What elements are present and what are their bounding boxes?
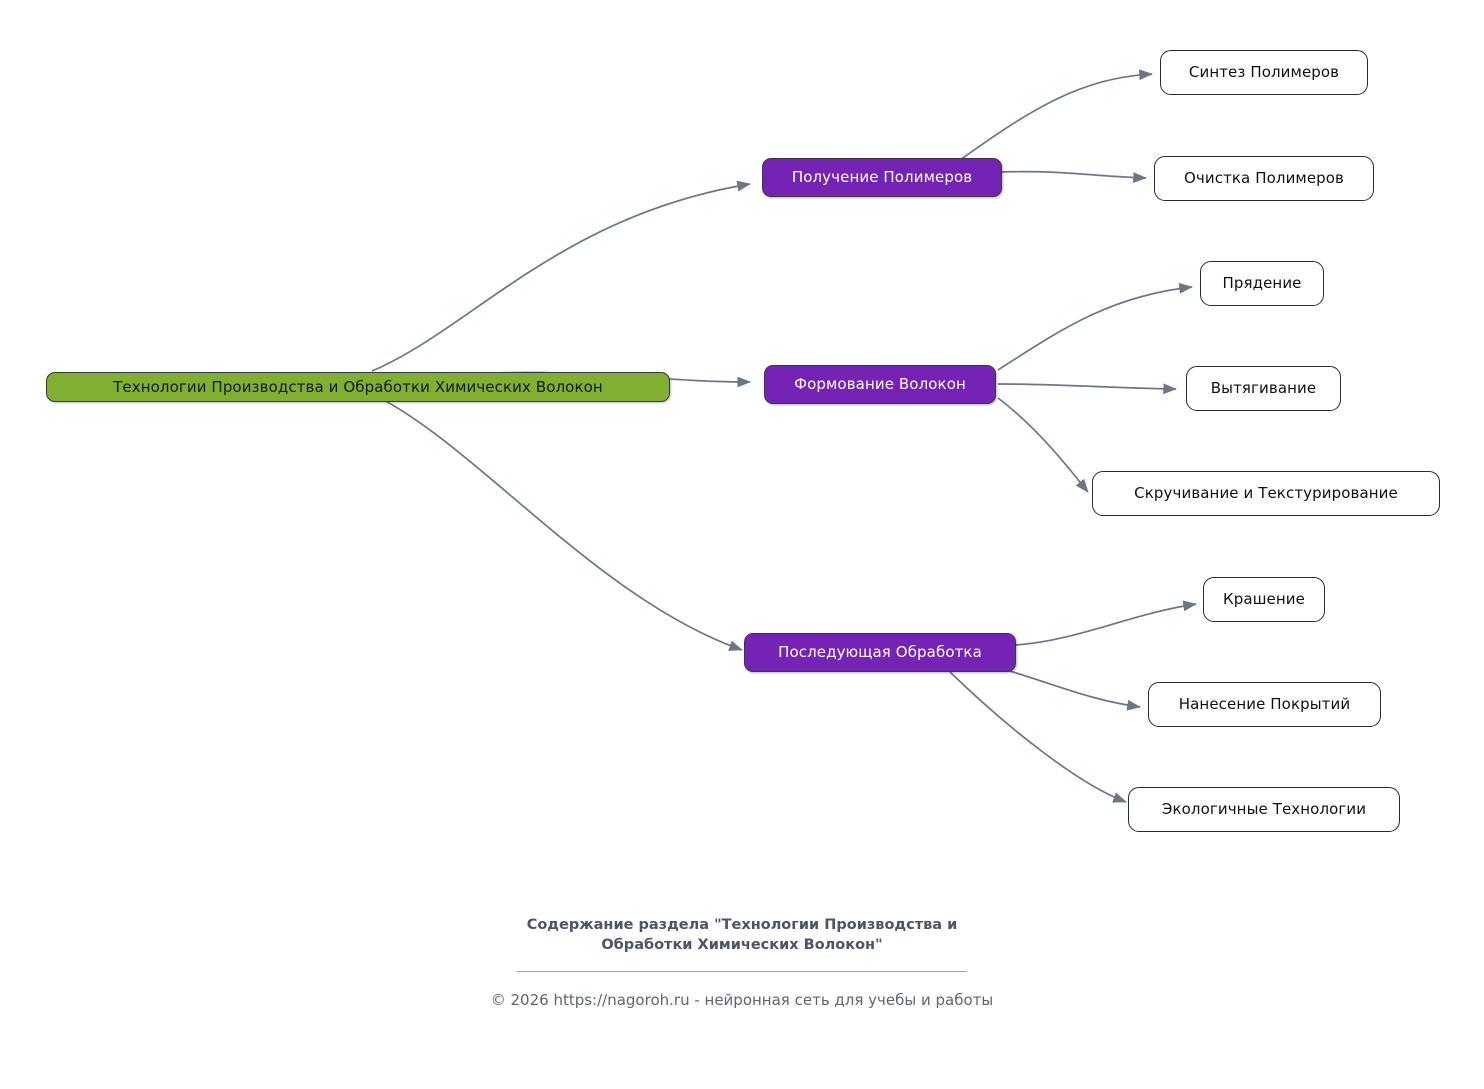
node-leaf-ekologichnye-tekhnologii[interactable] <box>1128 787 1400 832</box>
node-branch-label: Последующая Обработка <box>778 643 982 662</box>
footer-title-line2: Обработки Химических Волокон" <box>601 937 883 954</box>
node-leaf-skruchivanie-i-teksturirovanie[interactable] <box>1092 471 1440 516</box>
node-leaf-pryadenie[interactable] <box>1200 261 1324 306</box>
node-leaf-krashenie[interactable] <box>1203 577 1325 622</box>
node-leaf-label: Скручивание и Текстурирование <box>1134 484 1398 503</box>
edge-root-to-obrabotka <box>380 398 742 650</box>
edge-poluchenie-to-sintez <box>960 74 1152 160</box>
footer-title-line1: Содержание раздела "Технологии Производства и <box>526 917 958 933</box>
node-leaf-label: Синтез Полимеров <box>1188 63 1340 82</box>
node-leaf-nanesenie-pokrytiy[interactable] <box>1148 682 1381 727</box>
footer-divider <box>517 971 967 972</box>
footer-copyright: © 2026 https://nagoroh.ru - нейронная сеть для учебы и работы <box>490 991 994 1009</box>
edge-obrabotka-to-krashenie <box>1016 604 1196 645</box>
footer-title <box>0 915 1484 956</box>
node-leaf-label: Очистка Полимеров <box>1184 169 1344 188</box>
node-leaf-label: Вытягивание <box>1210 379 1317 398</box>
node-leaf-vytyagivanie[interactable] <box>1186 366 1341 411</box>
node-branch-posleduyushchaya-obrabotka[interactable] <box>744 633 1016 672</box>
node-leaf-sintez-polimerov[interactable] <box>1160 50 1368 95</box>
edge-root-to-poluchenie <box>372 184 750 371</box>
node-branch-label: Получение Полимеров <box>791 168 973 187</box>
node-leaf-ochistka-polimerov[interactable] <box>1154 156 1374 201</box>
node-leaf-label: Нанесение Покрытий <box>1178 695 1351 714</box>
edge-formovanie-to-pryadenie <box>998 287 1192 370</box>
node-branch-poluchenie-polimerov[interactable] <box>762 158 1002 197</box>
node-leaf-label: Экологичные Технологии <box>1161 800 1367 819</box>
edge-formovanie-to-vytyagivanie <box>998 384 1176 389</box>
edge-formovanie-to-skruchivanie <box>998 398 1088 492</box>
edge-poluchenie-to-ochistka <box>1002 172 1146 178</box>
node-leaf-label: Крашение <box>1223 590 1305 609</box>
node-branch-label: Формование Волокон <box>794 375 966 394</box>
node-branch-formovanie-volokon[interactable] <box>764 365 996 404</box>
node-root-label: Технологии Производства и Обработки Химических Волокон <box>113 377 603 396</box>
edge-obrabotka-to-ekologichnye <box>950 672 1126 802</box>
node-leaf-label: Прядение <box>1222 274 1302 293</box>
node-root[interactable] <box>46 372 670 402</box>
edge-obrabotka-to-pokrytiya <box>1000 668 1140 707</box>
